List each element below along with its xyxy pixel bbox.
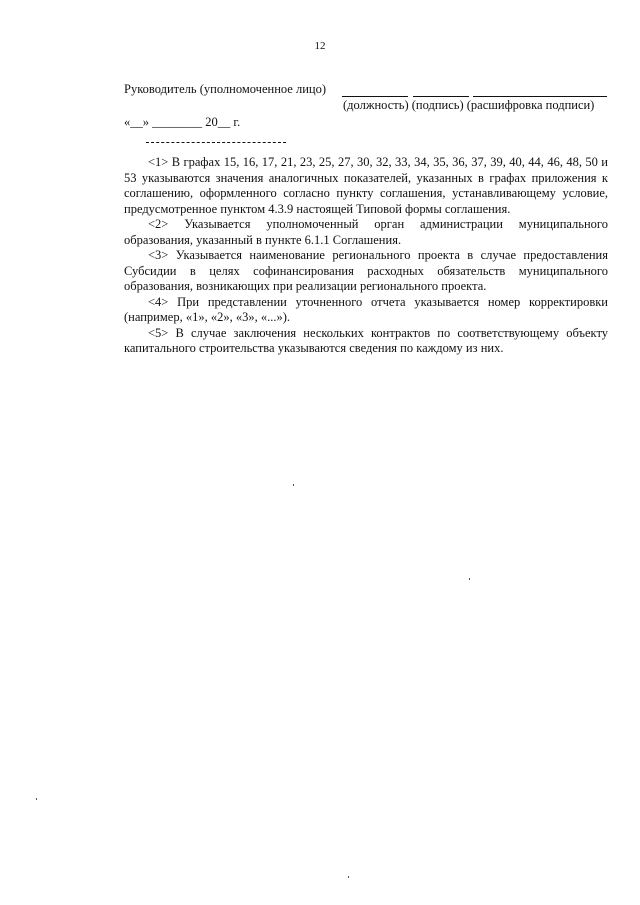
position-blank-line: [342, 96, 408, 97]
scan-speck: [469, 578, 470, 580]
footnote-5: <5> В случае заключения нескольких контрактов по соответствующему объекту капитального строительства указываются сведения по каждому из них.: [124, 325, 608, 355]
footnote-2: <2> Указывается уполномоченный орган администрации муниципального образования, указанный в пункте 6.1.1 Соглашения.: [124, 217, 608, 247]
scan-speck: [36, 798, 37, 800]
signatory-label: Руководитель (уполномоченное лицо): [124, 82, 327, 96]
footnotes: [124, 155, 608, 357]
signature-decoding-blank-line: [473, 96, 607, 97]
signature-blank-line: [413, 96, 469, 97]
scan-speck: [348, 876, 349, 878]
footnote-4: <4> При представлении уточненного отчета указывается номер корректировки (например, «1», «2», «3», «...»).: [124, 294, 608, 324]
signature-captions: (должность) (подпись) (расшифровка подписи): [343, 98, 595, 112]
page-number: 12: [314, 40, 326, 52]
footnote-3: <3> Указывается наименование регионального проекта в случае предоставления Субсидии в целях софинансирования расходных обязательств муниципального образования, возникающих при реализации регионального проекта.: [124, 248, 608, 293]
scan-speck: [293, 484, 294, 486]
date-line: «__» ________ 20__ г.: [124, 115, 241, 129]
footnote-separator: [146, 142, 286, 143]
footnote-1: <1> В графах 15, 16, 17, 21, 23, 25, 27, 30, 32, 33, 34, 35, 36, 37, 39, 40, 44, 46, 48, 50 и 53 указываются значения аналогичных показателей, указанных в графах приложения к соглашению, оформленного согласно пункту соглашения, устанавливающему условие, предусмотренное пунктом 4.3.9 настоящей Типовой формы соглашения.: [124, 155, 608, 216]
